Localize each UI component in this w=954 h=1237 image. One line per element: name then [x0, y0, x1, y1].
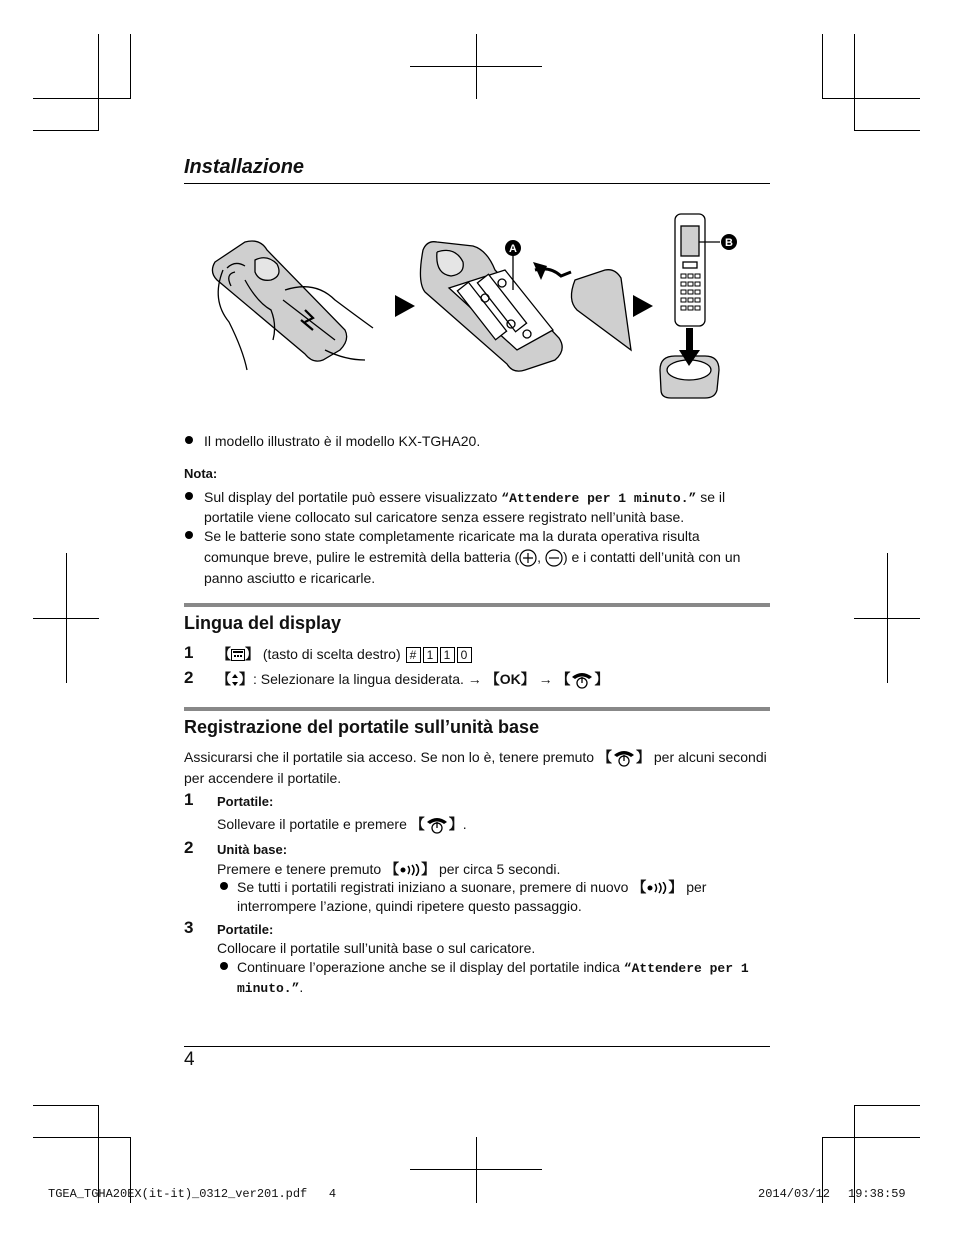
step-number: 1: [184, 790, 194, 809]
nota-item-2-text: comunque breve, pulire le estremità della batteria (: [204, 549, 520, 565]
lingua-step-1-text: (tasto di scelta destro): [262, 646, 401, 662]
nota-item-1: [204, 487, 725, 509]
nota-label: Nota:: [184, 466, 218, 481]
section-rule: [184, 707, 770, 711]
bracket-close: 】: [594, 671, 609, 687]
bracket-close: 】: [245, 646, 259, 662]
display-message: “Attendere per 1: [623, 961, 749, 976]
bracket-close: 】: [668, 879, 683, 895]
intro-post: per alcuni secondi: [653, 749, 767, 765]
display-message: “Attendere per 1 minuto.”: [501, 491, 697, 506]
header-rule: [184, 183, 770, 184]
nota-item-2-line1: Se le batterie sono state completamente ricaricate ma la durata operativa risulta: [204, 528, 700, 544]
print-file-info: TGEA_TGHA20EX(it-it)_0312_ver201.pdf 4: [48, 1187, 337, 1201]
battery-install-illustration: [205, 210, 750, 405]
plus-terminal-icon: [519, 549, 537, 567]
page-number: 4: [184, 1049, 195, 1070]
bracket-open: 【: [385, 861, 400, 877]
step-number: 1: [184, 643, 194, 662]
step-label: Portatile:: [217, 922, 274, 937]
lingua-step-1: [217, 644, 473, 664]
bullet: [185, 436, 193, 444]
bracket-close: 】: [520, 671, 535, 687]
minus-terminal-icon: [545, 549, 563, 567]
lingua-step-2: [217, 669, 608, 689]
intro-text: Assicurarsi che il portatile sia acceso. Se non lo è, tenere premuto: [184, 749, 595, 765]
key-0: 0: [457, 647, 472, 663]
step-number: 2: [184, 668, 194, 687]
step-1-text: Sollevare il portatile e premere 【 】.: [217, 814, 467, 834]
bullet: [185, 492, 193, 500]
nota-item-1-line2: portatile viene collocato sul caricatore senza essere registrato nell’unità base.: [204, 509, 685, 525]
bracket-open: 【: [217, 671, 231, 687]
locator-icon: [646, 882, 668, 894]
step-3-bullet: [237, 957, 749, 979]
off-power-icon: [425, 816, 449, 834]
step-3-bullet-line2: [237, 977, 303, 999]
step-2-text: [217, 859, 560, 879]
nota-item-2-line2: comunque breve, pulire le estremità della batteria ( , ) e i contatti dell’unità con un: [204, 547, 740, 567]
lingua-title: Lingua del display: [184, 613, 342, 633]
bracket-close: 】: [636, 749, 650, 765]
bracket-open: 【: [556, 671, 571, 687]
print-time: 19:38:59: [848, 1187, 906, 1201]
step-2-bullet-post: per: [686, 879, 707, 895]
key-hash: #: [406, 647, 421, 663]
registrazione-title: Registrazione del portatile sull’unità base: [184, 717, 540, 737]
bracket-close: 】: [239, 671, 253, 687]
step-label: Unità base:: [217, 842, 288, 857]
up-down-nav-icon: [231, 673, 239, 687]
bracket-open: 【: [217, 646, 231, 662]
step-3-bullet-pre: Continuare l’operazione anche se il display del portatile indica: [237, 959, 624, 975]
section-rule: [184, 603, 770, 607]
nota-item-1-text: Sul display del portatile può essere visualizzato: [204, 489, 502, 505]
step-2-bullet: [237, 877, 706, 897]
step-number: 2: [184, 838, 194, 857]
registrazione-intro-line2: per accendere il portatile.: [184, 770, 342, 786]
step-label: Portatile:: [217, 794, 274, 809]
step-arrow-2: [633, 295, 653, 317]
locator-icon: [399, 864, 421, 876]
marker-b-label: B: [725, 237, 733, 249]
print-date: 2014/03/12: [758, 1187, 831, 1201]
model-note: Il modello illustrato è il modello KX-TGHA20.: [204, 433, 481, 449]
footer-rule: [184, 1046, 770, 1047]
step-2-post: per circa 5 secondi.: [438, 861, 561, 877]
bullet: [185, 531, 193, 539]
bracket-close: 】: [448, 816, 463, 832]
bracket-open: 【: [598, 749, 612, 765]
bracket-open: 【: [632, 879, 647, 895]
off-power-icon: [570, 671, 594, 689]
nota-item-2-post: ) e i contatti dell’unità con un: [562, 549, 741, 565]
off-power-icon: [612, 749, 636, 767]
lingua-step-2-text: : Selezionare la lingua desiderata. →: [253, 671, 482, 687]
lift-arrow: [533, 262, 547, 280]
key-1: 1: [423, 647, 438, 663]
registrazione-intro: [184, 747, 767, 767]
section-header-title: Installazione: [184, 156, 305, 178]
step-3-text: Collocare il portatile sull’unità base o sul caricatore.: [217, 940, 536, 956]
bracket-open: 【: [410, 816, 425, 832]
step-1-text-content: Sollevare il portatile e premere: [217, 816, 407, 832]
bullet: [220, 962, 228, 970]
bracket-close: 】: [421, 861, 436, 877]
bracket-open: 【: [485, 671, 500, 687]
step-number: 3: [184, 918, 194, 937]
nota-item-2-line3: panno asciutto e ricaricarle.: [204, 570, 376, 586]
marker-a-label: A: [509, 243, 517, 255]
right-soft-key-icon: [231, 649, 245, 661]
step-arrow-1: [395, 295, 415, 317]
nota-item-1-post: se il: [696, 489, 726, 505]
step-2-bullet-pre: Se tutti i portatili registrati iniziano a suonare, premere di nuovo: [237, 879, 629, 895]
display-message-end: minuto.”: [237, 981, 300, 996]
key-1: 1: [440, 647, 455, 663]
bullet: [220, 882, 228, 890]
ok-key: OK: [499, 671, 521, 687]
arrow: →: [538, 671, 553, 687]
period: .: [299, 979, 304, 995]
step-2-bullet-line2: interrompere l’azione, quindi ripetere questo passaggio.: [237, 898, 582, 914]
step-2-pre: Premere e tenere premuto: [217, 861, 382, 877]
